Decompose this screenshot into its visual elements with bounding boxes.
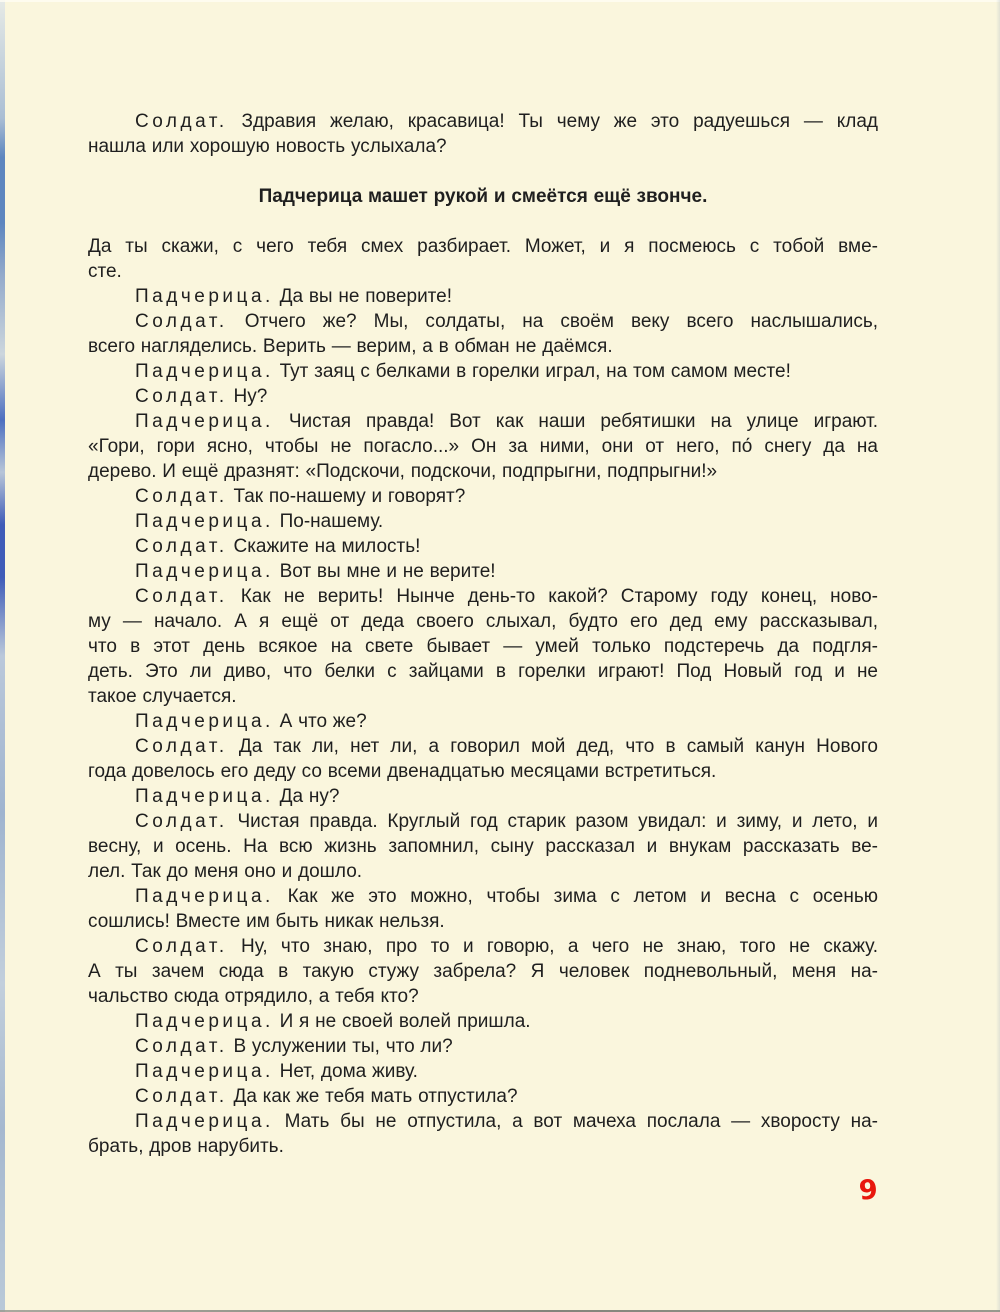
text-line: Падчерица. Да вы не поверите! [135, 286, 453, 307]
text-line: Падчерица. Нет, дома живу. [135, 1061, 418, 1082]
dialogue-paragraph [88, 934, 878, 1009]
dialogue-paragraph [88, 559, 878, 584]
speaker-name: Солдат. [135, 311, 228, 332]
text-line: Солдат. Ну? [135, 386, 268, 407]
text-line: Падчерица. Чистая правда! Вот как наши ребятишки на улице играют. [135, 411, 878, 432]
dialogue-paragraph [88, 484, 878, 509]
speaker-name: Солдат. [135, 1036, 228, 1057]
dialogue-paragraph [88, 309, 878, 359]
dialogue-paragraph [88, 284, 878, 309]
text-line: Солдат. В услужении ты, что ли? [135, 1036, 453, 1057]
speaker-name: Солдат. [135, 386, 228, 407]
text-line: брать, дров нарубить. [88, 1136, 284, 1157]
text-line: всего нагляделись. Верить — верим, а в обман не даёмся. [88, 336, 613, 357]
right-page-edge [996, 0, 1000, 1312]
text-line: Падчерица. По-нашему. [135, 511, 384, 532]
text-line: Солдат. Да так ли, нет ли, а говорил мой дед, что в самый канун Нового [135, 736, 878, 757]
text-line: А ты зачем сюда в такую стужу забрела? Я человек подневольный, меня на- [88, 961, 878, 982]
text-line: Падчерица. И я не своей волей пришла. [135, 1011, 531, 1032]
text-line: Солдат. Как не верить! Нынче день-то какой? Старому году конец, ново- [135, 586, 878, 607]
speaker-name: Падчерица. [135, 711, 274, 732]
paragraph [88, 234, 878, 284]
dialogue-paragraph [88, 384, 878, 409]
speaker-name: Падчерица. [135, 361, 274, 382]
text-line: чальство сюда отрядило, а тебя кто? [88, 986, 419, 1007]
speaker-name: Падчерица. [135, 511, 274, 532]
dialogue-paragraph [88, 734, 878, 784]
text-line: Солдат. Так по-нашему и говорят? [135, 486, 466, 507]
text-line: что в этот день всякое на свете бывает — умей только подстеречь да подгля- [88, 636, 878, 657]
text-line: сошлись! Вместе им быть никак нельзя. [88, 911, 445, 932]
text-line: Падчерица. Как же это можно, чтобы зима с летом и весна с осенью [135, 886, 878, 907]
dialogue-paragraph [88, 1109, 878, 1159]
dialogue-paragraph [88, 809, 878, 884]
dialogue-paragraph [88, 884, 878, 934]
text-line: Падчерица. Вот вы мне и не верите! [135, 561, 496, 582]
play-text [88, 109, 878, 1159]
speaker-name: Падчерица. [135, 411, 274, 432]
text-line: сте. [88, 261, 122, 282]
dialogue-paragraph [88, 1059, 878, 1084]
speaker-name: Падчерица. [135, 561, 274, 582]
text-line: Солдат. Ну, что знаю, про то и говорю, а чего не знаю, того не скажу. [135, 936, 878, 957]
dialogue-paragraph [88, 584, 878, 709]
dialogue-paragraph [88, 409, 878, 484]
text-line: Падчерица. Мать бы не отпустила, а вот мачеха послала — хворосту на- [135, 1111, 878, 1132]
text-line: Да ты скажи, с чего тебя смех разбирает. Может, и я посмеюсь с тобой вме- [88, 236, 878, 257]
text-line: дерево. И ещё дразнят: «Подскочи, подскочи, подпрыгни, подпрыгни!» [88, 461, 718, 482]
text-line: Солдат. Отчего же? Мы, солдаты, на своём веку всего наслышались, [135, 311, 878, 332]
dialogue-paragraph [88, 1034, 878, 1059]
dialogue-paragraph [88, 359, 878, 384]
text-line: весну, и осень. На всю жизнь запомнил, сыну рассказал и внукам рассказать ве- [88, 836, 878, 857]
text-line: му — начало. А я ещё от деда своего слыхал, будто его дед ему рассказывал, [88, 611, 878, 632]
text-line: Солдат. Скажите на милость! [135, 536, 421, 557]
page-number: 9 [857, 1174, 880, 1207]
stage-direction: Падчерица машет рукой и смеётся ещё звонче. [258, 186, 708, 207]
speaker-name: Солдат. [135, 736, 228, 757]
dialogue-paragraph [88, 784, 878, 809]
text-line: Солдат. Чистая правда. Круглый год старик разом увидал: и зиму, и лето, и [135, 811, 878, 832]
dialogue-paragraph [88, 509, 878, 534]
speaker-name: Падчерица. [135, 286, 274, 307]
text-line: такое случается. [88, 686, 237, 707]
speaker-name: Солдат. [135, 811, 228, 832]
text-line: Солдат. Да как же тебя мать отпустила? [135, 1086, 518, 1107]
dialogue-paragraph [88, 534, 878, 559]
speaker-name: Падчерица. [135, 1011, 274, 1032]
text-line: Падчерица. А что же? [135, 711, 367, 732]
text-line: Падчерица. Тут заяц с белками в горелки играл, на том самом месте! [135, 361, 791, 382]
speaker-name: Солдат. [135, 536, 228, 557]
speaker-name: Солдат. [135, 486, 228, 507]
dialogue-paragraph [88, 109, 878, 159]
text-line: «Гори, гори ясно, чтобы не погасло...» Он за ними, они от него, по́ снегу да на [88, 436, 878, 457]
speaker-name: Солдат. [135, 111, 228, 132]
speaker-name: Падчерица. [135, 1061, 274, 1082]
text-line: года довелось его деду со всеми двенадцатью месяцами встретиться. [88, 761, 717, 782]
dialogue-paragraph [88, 1084, 878, 1109]
text-line: лел. Так до меня оно и дошло. [88, 861, 363, 882]
speaker-name: Падчерица. [135, 886, 274, 907]
top-page-edge [0, 0, 1000, 2]
text-line: деть. Это ли диво, что белки с зайцами в горелки играют! Под Новый год и не [88, 661, 878, 682]
text-line: нашла или хорошую новость услыхала? [88, 136, 447, 157]
left-page-edge [0, 0, 5, 1312]
speaker-name: Падчерица. [135, 786, 274, 807]
speaker-name: Падчерица. [135, 1111, 274, 1132]
speaker-name: Солдат. [135, 586, 228, 607]
dialogue-paragraph [88, 1009, 878, 1034]
text-line: Падчерица. Да ну? [135, 786, 340, 807]
speaker-name: Солдат. [135, 1086, 228, 1107]
dialogue-paragraph [88, 709, 878, 734]
speaker-name: Солдат. [135, 936, 228, 957]
text-line: Солдат. Здравия желаю, красавица! Ты чему же это радуешься — клад [135, 111, 878, 132]
